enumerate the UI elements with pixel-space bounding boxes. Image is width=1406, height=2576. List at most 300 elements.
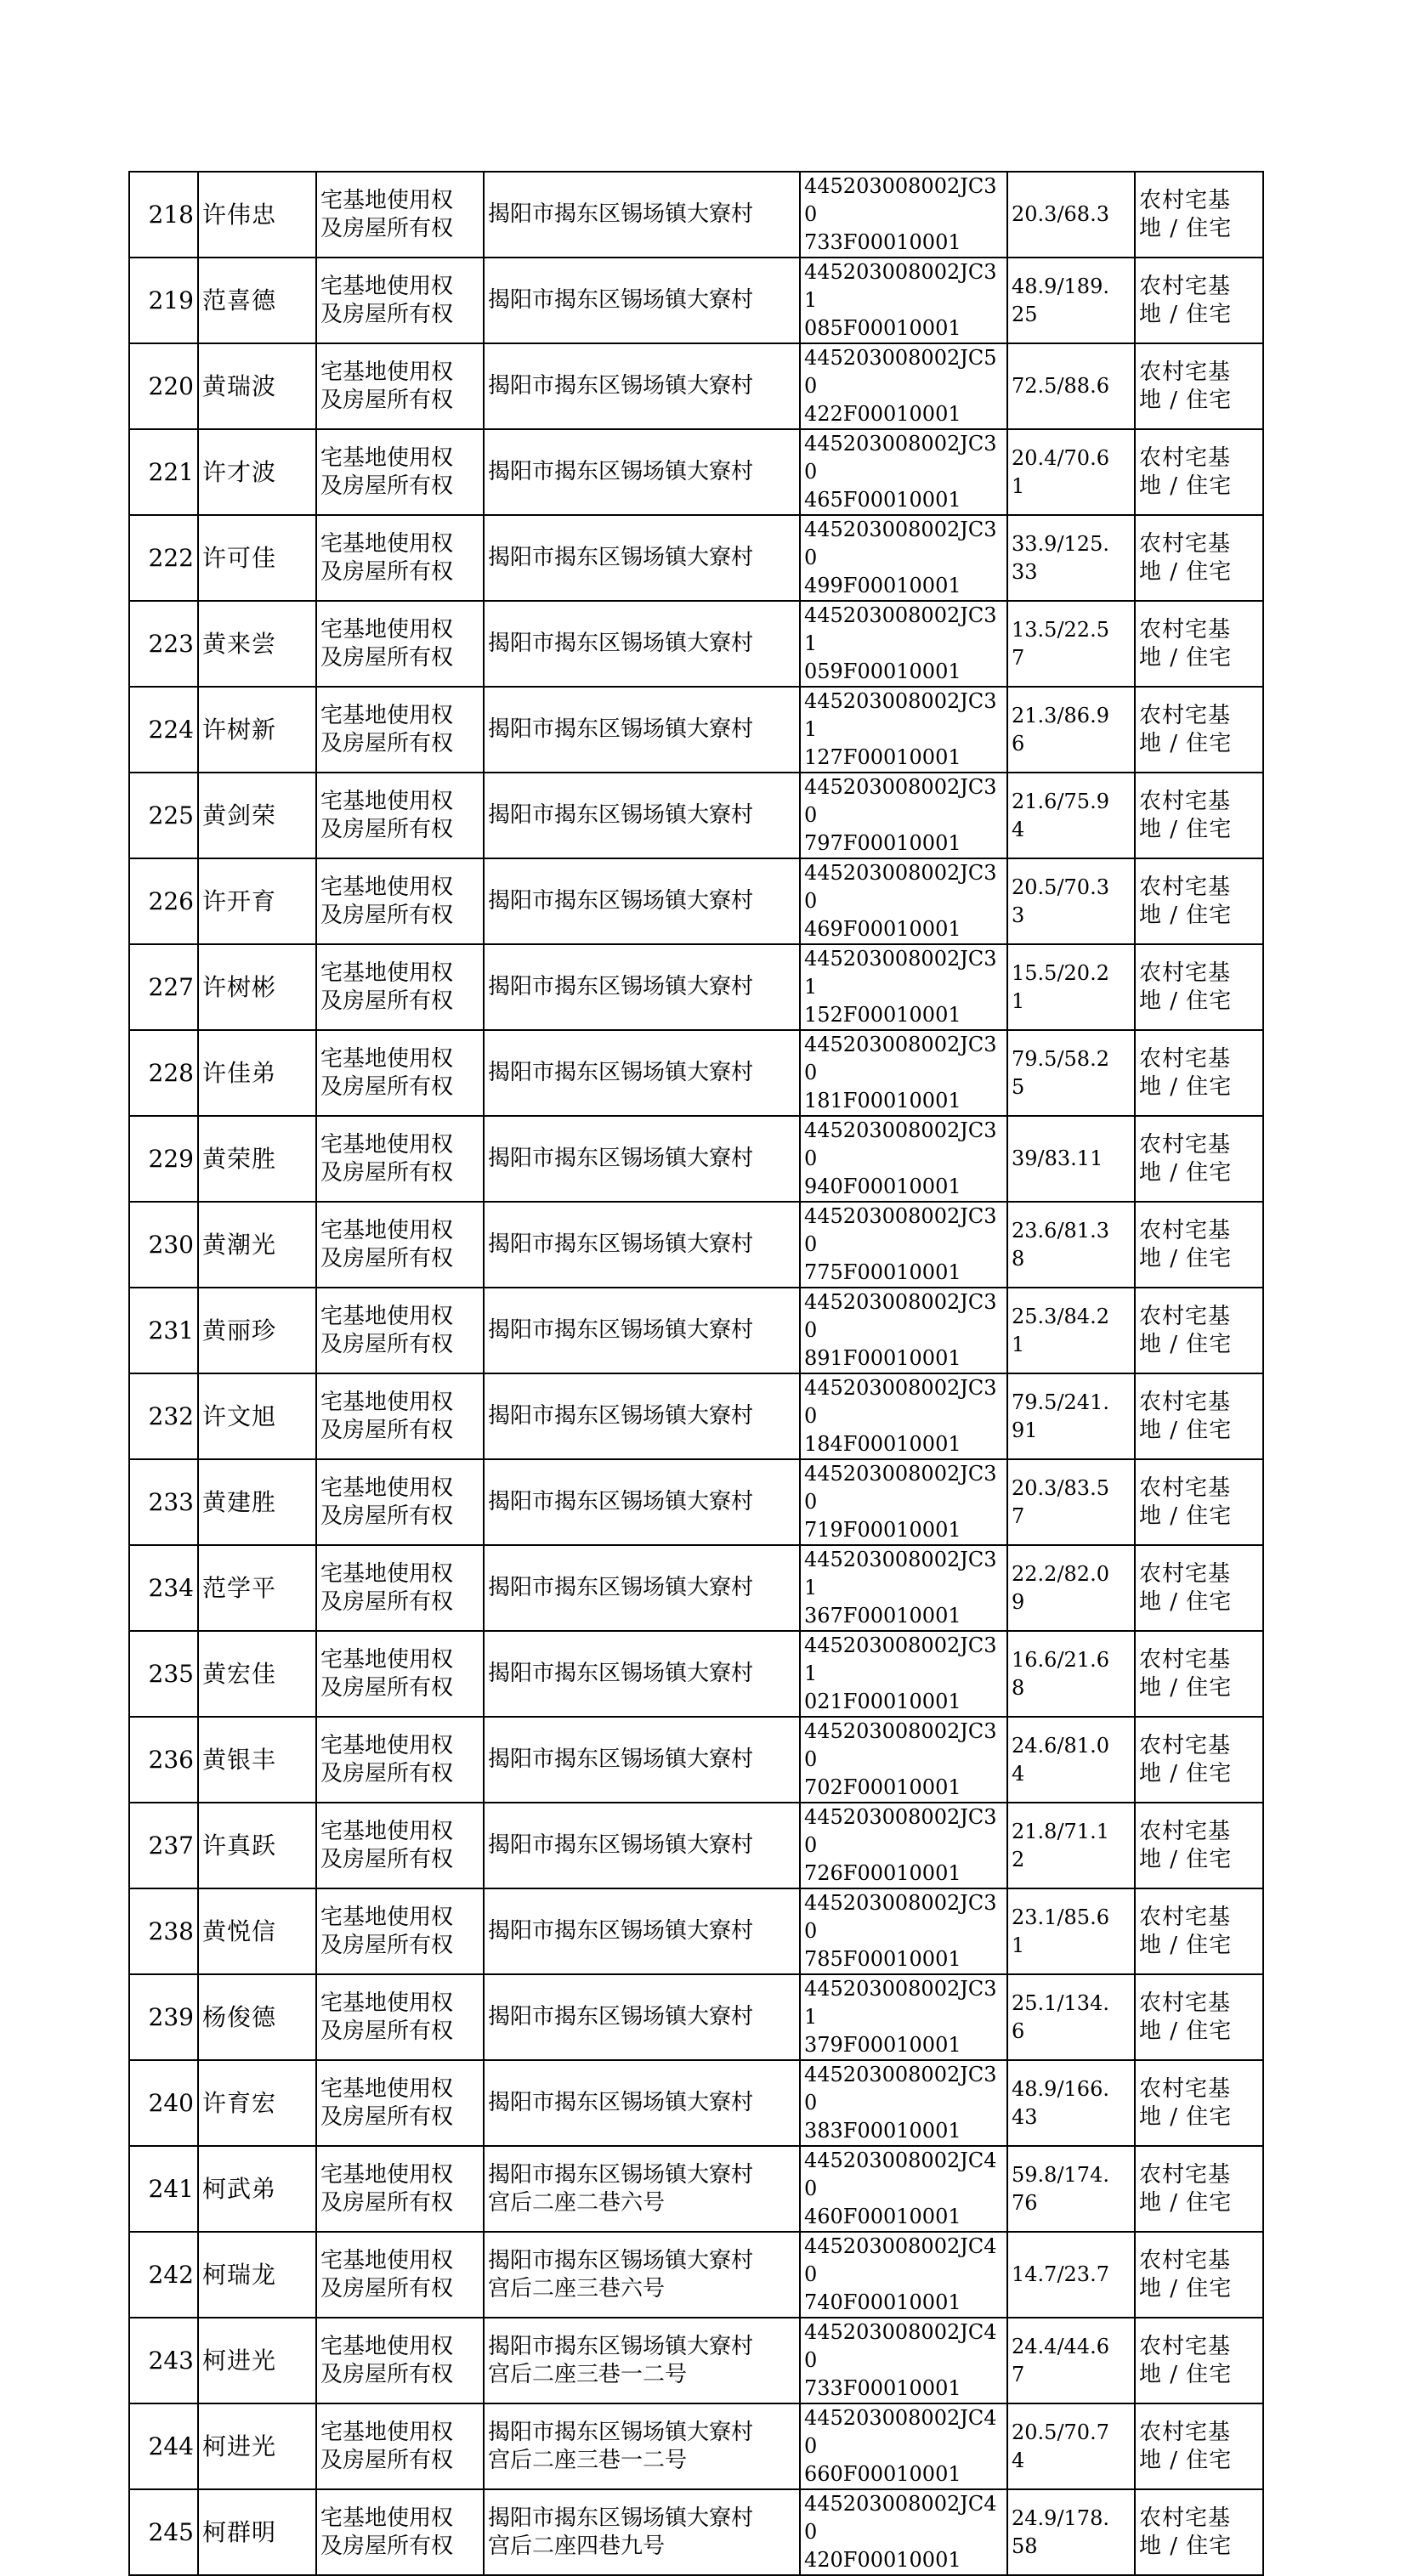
property-location-text: 揭阳市揭东区锡场镇大寮村 bbox=[488, 716, 754, 742]
unit-code bbox=[800, 2146, 1007, 2232]
unit-code-text: 445203008002JC50 422F00010001 bbox=[804, 346, 997, 426]
right-type-text: 宅基地使用权 及房屋所有权 bbox=[320, 1131, 454, 1186]
area bbox=[1007, 172, 1135, 258]
unit-code bbox=[800, 2318, 1007, 2403]
property-location bbox=[484, 2403, 800, 2489]
unit-code bbox=[800, 2232, 1007, 2318]
property-location bbox=[484, 258, 800, 343]
row-number: 241 bbox=[129, 2146, 198, 2232]
table-row bbox=[129, 2403, 1263, 2489]
right-type-text: 宅基地使用权 及房屋所有权 bbox=[320, 1904, 454, 1958]
right-type bbox=[316, 1717, 484, 1803]
table-row bbox=[129, 2146, 1263, 2232]
unit-code bbox=[800, 1803, 1007, 1888]
table-row bbox=[129, 1631, 1263, 1717]
area-text: 20.3/68.3 bbox=[1012, 202, 1109, 226]
land-use bbox=[1135, 1116, 1263, 1202]
unit-code-text: 445203008002JC31 379F00010001 bbox=[804, 1977, 997, 2057]
land-use-text: 农村宅基 地 / 住宅 bbox=[1139, 1045, 1233, 1100]
right-type bbox=[316, 515, 484, 601]
right-type bbox=[316, 1545, 484, 1631]
property-location-text: 揭阳市揭东区锡场镇大寮村 bbox=[488, 1489, 754, 1514]
unit-code-text: 445203008002JC30 383F00010001 bbox=[804, 2063, 997, 2143]
area-text: 25.3/84.2 1 bbox=[1012, 1304, 1109, 1356]
property-location bbox=[484, 1545, 800, 1631]
area bbox=[1007, 1974, 1135, 2060]
land-use-text: 农村宅基 地 / 住宅 bbox=[1139, 1990, 1233, 2044]
row-number: 227 bbox=[129, 944, 198, 1030]
row-number: 222 bbox=[129, 515, 198, 601]
land-use bbox=[1135, 258, 1263, 343]
unit-code-text: 445203008002JC30 797F00010001 bbox=[804, 775, 997, 855]
area-text: 21.8/71.1 2 bbox=[1012, 1819, 1109, 1871]
property-location bbox=[484, 1803, 800, 1888]
row-number: 239 bbox=[129, 1974, 198, 2060]
right-type bbox=[316, 1030, 484, 1116]
unit-code bbox=[800, 1974, 1007, 2060]
property-location-text: 揭阳市揭东区锡场镇大寮村 bbox=[488, 1918, 754, 1944]
unit-code-text: 445203008002JC40 660F00010001 bbox=[804, 2406, 997, 2486]
unit-code bbox=[800, 1116, 1007, 1202]
unit-code-text: 445203008002JC40 420F00010001 bbox=[804, 2492, 997, 2572]
table-row bbox=[129, 1116, 1263, 1202]
unit-code bbox=[800, 2403, 1007, 2489]
unit-code bbox=[800, 1631, 1007, 1717]
right-type bbox=[316, 1631, 484, 1717]
table-row bbox=[129, 1545, 1263, 1631]
land-use-text: 农村宅基 地 / 住宅 bbox=[1139, 874, 1233, 928]
table-row bbox=[129, 2489, 1263, 2575]
area bbox=[1007, 601, 1135, 687]
owner-name: 许真跃 bbox=[198, 1803, 316, 1888]
unit-code bbox=[800, 1459, 1007, 1545]
land-use-text: 农村宅基 地 / 住宅 bbox=[1139, 1303, 1233, 1357]
row-number: 243 bbox=[129, 2318, 198, 2403]
right-type-text: 宅基地使用权 及房屋所有权 bbox=[320, 1303, 454, 1357]
right-type bbox=[316, 2489, 484, 2575]
area-text: 48.9/166. 43 bbox=[1012, 2076, 1109, 2129]
owner-name: 黄银丰 bbox=[198, 1717, 316, 1803]
right-type bbox=[316, 1803, 484, 1888]
area bbox=[1007, 2232, 1135, 2318]
right-type-text: 宅基地使用权 及房屋所有权 bbox=[320, 2075, 454, 2130]
unit-code bbox=[800, 944, 1007, 1030]
land-use-text: 农村宅基 地 / 住宅 bbox=[1139, 702, 1233, 756]
row-number: 245 bbox=[129, 2489, 198, 2575]
property-location bbox=[484, 1888, 800, 1974]
land-use-text: 农村宅基 地 / 住宅 bbox=[1139, 359, 1233, 413]
unit-code bbox=[800, 515, 1007, 601]
property-location bbox=[484, 2060, 800, 2146]
area-text: 48.9/189. 25 bbox=[1012, 274, 1109, 326]
property-location bbox=[484, 1116, 800, 1202]
area-text: 24.6/81.0 4 bbox=[1012, 1733, 1109, 1786]
table-row bbox=[129, 343, 1263, 429]
owner-name: 黄建胜 bbox=[198, 1459, 316, 1545]
area-text: 16.6/21.6 8 bbox=[1012, 1647, 1109, 1700]
row-number: 238 bbox=[129, 1888, 198, 1974]
land-use-text: 农村宅基 地 / 住宅 bbox=[1139, 1217, 1233, 1271]
property-location bbox=[484, 429, 800, 515]
land-use bbox=[1135, 601, 1263, 687]
area bbox=[1007, 258, 1135, 343]
land-use bbox=[1135, 2489, 1263, 2575]
row-number: 237 bbox=[129, 1803, 198, 1888]
area-text: 20.5/70.3 3 bbox=[1012, 875, 1109, 927]
right-type-text: 宅基地使用权 及房屋所有权 bbox=[320, 1990, 454, 2044]
property-register-table bbox=[128, 171, 1264, 2576]
owner-name: 范喜德 bbox=[198, 258, 316, 343]
owner-name: 柯武弟 bbox=[198, 2146, 316, 2232]
property-location-text: 揭阳市揭东区锡场镇大寮村 bbox=[488, 1832, 754, 1858]
row-number: 233 bbox=[129, 1459, 198, 1545]
owner-name: 黄剑荣 bbox=[198, 773, 316, 858]
unit-code bbox=[800, 687, 1007, 773]
area bbox=[1007, 1803, 1135, 1888]
unit-code bbox=[800, 601, 1007, 687]
area bbox=[1007, 2403, 1135, 2489]
right-type bbox=[316, 601, 484, 687]
unit-code bbox=[800, 1202, 1007, 1288]
land-use bbox=[1135, 858, 1263, 944]
unit-code bbox=[800, 2060, 1007, 2146]
property-location-text: 揭阳市揭东区锡场镇大寮村 bbox=[488, 888, 754, 914]
area bbox=[1007, 1202, 1135, 1288]
right-type bbox=[316, 773, 484, 858]
owner-name: 许可佳 bbox=[198, 515, 316, 601]
unit-code-text: 445203008002JC31 152F00010001 bbox=[804, 947, 997, 1027]
land-use-text: 农村宅基 地 / 住宅 bbox=[1139, 2419, 1233, 2473]
property-location bbox=[484, 2318, 800, 2403]
property-location-text: 揭阳市揭东区锡场镇大寮村 bbox=[488, 974, 754, 999]
land-use bbox=[1135, 343, 1263, 429]
unit-code-text: 445203008002JC40 460F00010001 bbox=[804, 2149, 997, 2228]
owner-name: 许树新 bbox=[198, 687, 316, 773]
area bbox=[1007, 687, 1135, 773]
row-number: 228 bbox=[129, 1030, 198, 1116]
unit-code-text: 445203008002JC40 740F00010001 bbox=[804, 2234, 997, 2314]
area-text: 23.1/85.6 1 bbox=[1012, 1905, 1109, 1957]
land-use-text: 农村宅基 地 / 住宅 bbox=[1139, 1646, 1233, 1701]
area bbox=[1007, 1459, 1135, 1545]
property-location-text: 揭阳市揭东区锡场镇大寮村 宫后二座三巷一二号 bbox=[488, 2333, 754, 2387]
owner-name: 黄丽珍 bbox=[198, 1288, 316, 1373]
right-type bbox=[316, 1116, 484, 1202]
property-location-text: 揭阳市揭东区锡场镇大寮村 bbox=[488, 2004, 754, 2030]
land-use-text: 农村宅基 地 / 住宅 bbox=[1139, 1904, 1233, 1958]
right-type bbox=[316, 1459, 484, 1545]
table-row bbox=[129, 2318, 1263, 2403]
area bbox=[1007, 2318, 1135, 2403]
unit-code bbox=[800, 429, 1007, 515]
property-location bbox=[484, 1459, 800, 1545]
area bbox=[1007, 2060, 1135, 2146]
land-use bbox=[1135, 515, 1263, 601]
right-type-text: 宅基地使用权 及房屋所有权 bbox=[320, 1560, 454, 1615]
unit-code-text: 445203008002JC31 367F00010001 bbox=[804, 1548, 997, 1628]
property-location bbox=[484, 687, 800, 773]
land-use bbox=[1135, 172, 1263, 258]
right-type-text: 宅基地使用权 及房屋所有权 bbox=[320, 874, 454, 928]
owner-name: 许佳弟 bbox=[198, 1030, 316, 1116]
land-use bbox=[1135, 1459, 1263, 1545]
area bbox=[1007, 343, 1135, 429]
property-location-text: 揭阳市揭东区锡场镇大寮村 bbox=[488, 1747, 754, 1772]
land-use-text: 农村宅基 地 / 住宅 bbox=[1139, 1389, 1233, 1443]
owner-name: 黄潮光 bbox=[198, 1202, 316, 1288]
area-text: 22.2/82.0 9 bbox=[1012, 1561, 1109, 1614]
area bbox=[1007, 1888, 1135, 1974]
land-use-text: 农村宅基 地 / 住宅 bbox=[1139, 2161, 1233, 2216]
unit-code bbox=[800, 858, 1007, 944]
unit-code-text: 445203008002JC30 719F00010001 bbox=[804, 1462, 997, 1542]
right-type bbox=[316, 1888, 484, 1974]
land-use-text: 农村宅基 地 / 住宅 bbox=[1139, 1475, 1233, 1529]
land-use bbox=[1135, 1717, 1263, 1803]
row-number: 220 bbox=[129, 343, 198, 429]
right-type-text: 宅基地使用权 及房屋所有权 bbox=[320, 273, 454, 327]
land-use bbox=[1135, 2060, 1263, 2146]
area bbox=[1007, 515, 1135, 601]
property-location bbox=[484, 515, 800, 601]
right-type-text: 宅基地使用权 及房屋所有权 bbox=[320, 2161, 454, 2216]
row-number: 231 bbox=[129, 1288, 198, 1373]
owner-name: 黄来尝 bbox=[198, 601, 316, 687]
row-number: 223 bbox=[129, 601, 198, 687]
area-text: 13.5/22.5 7 bbox=[1012, 617, 1109, 670]
right-type bbox=[316, 1288, 484, 1373]
property-location-text: 揭阳市揭东区锡场镇大寮村 宫后二座三巷一二号 bbox=[488, 2419, 754, 2473]
property-location-text: 揭阳市揭东区锡场镇大寮村 bbox=[488, 1146, 754, 1171]
right-type-text: 宅基地使用权 及房屋所有权 bbox=[320, 960, 454, 1014]
area-text: 59.8/174. 76 bbox=[1012, 2162, 1109, 2215]
row-number: 235 bbox=[129, 1631, 198, 1717]
area bbox=[1007, 1288, 1135, 1373]
property-location-text: 揭阳市揭东区锡场镇大寮村 宫后二座二巷六号 bbox=[488, 2161, 754, 2216]
property-location bbox=[484, 1717, 800, 1803]
right-type bbox=[316, 2318, 484, 2403]
row-number: 226 bbox=[129, 858, 198, 944]
table-row bbox=[129, 687, 1263, 773]
right-type-text: 宅基地使用权 及房屋所有权 bbox=[320, 444, 454, 499]
table-row bbox=[129, 258, 1263, 343]
unit-code-text: 445203008002JC30 785F00010001 bbox=[804, 1891, 997, 1971]
area-text: 20.4/70.6 1 bbox=[1012, 445, 1109, 498]
area-text: 33.9/125. 33 bbox=[1012, 531, 1109, 584]
unit-code-text: 445203008002JC30 181F00010001 bbox=[804, 1033, 997, 1112]
land-use bbox=[1135, 2232, 1263, 2318]
land-use-text: 农村宅基 地 / 住宅 bbox=[1139, 187, 1233, 241]
land-use bbox=[1135, 1288, 1263, 1373]
area-text: 39/83.11 bbox=[1012, 1146, 1103, 1170]
area bbox=[1007, 2489, 1135, 2575]
right-type-text: 宅基地使用权 及房屋所有权 bbox=[320, 2247, 454, 2301]
property-location bbox=[484, 1631, 800, 1717]
unit-code-text: 445203008002JC31 021F00010001 bbox=[804, 1633, 997, 1713]
table-row bbox=[129, 944, 1263, 1030]
right-type-text: 宅基地使用权 及房屋所有权 bbox=[320, 1389, 454, 1443]
right-type bbox=[316, 944, 484, 1030]
property-location bbox=[484, 2146, 800, 2232]
owner-name: 黄悦信 bbox=[198, 1888, 316, 1974]
area-text: 21.3/86.9 6 bbox=[1012, 703, 1109, 756]
table-row bbox=[129, 172, 1263, 258]
right-type bbox=[316, 429, 484, 515]
area bbox=[1007, 773, 1135, 858]
land-use bbox=[1135, 2403, 1263, 2489]
land-use-text: 农村宅基 地 / 住宅 bbox=[1139, 444, 1233, 499]
right-type bbox=[316, 2232, 484, 2318]
property-location-text: 揭阳市揭东区锡场镇大寮村 bbox=[488, 287, 754, 313]
row-number: 230 bbox=[129, 1202, 198, 1288]
area bbox=[1007, 1030, 1135, 1116]
land-use bbox=[1135, 1803, 1263, 1888]
right-type bbox=[316, 2060, 484, 2146]
unit-code-text: 445203008002JC31 085F00010001 bbox=[804, 260, 997, 340]
right-type bbox=[316, 1373, 484, 1459]
land-use bbox=[1135, 1202, 1263, 1288]
right-type bbox=[316, 2146, 484, 2232]
right-type bbox=[316, 1202, 484, 1288]
property-location bbox=[484, 944, 800, 1030]
unit-code bbox=[800, 1288, 1007, 1373]
property-location-text: 揭阳市揭东区锡场镇大寮村 bbox=[488, 1060, 754, 1085]
right-type bbox=[316, 258, 484, 343]
owner-name: 柯进光 bbox=[198, 2403, 316, 2489]
property-location-text: 揭阳市揭东区锡场镇大寮村 bbox=[488, 631, 754, 656]
area bbox=[1007, 2146, 1135, 2232]
unit-code-text: 445203008002JC30 499F00010001 bbox=[804, 518, 997, 597]
owner-name: 黄宏佳 bbox=[198, 1631, 316, 1717]
unit-code-text: 445203008002JC30 469F00010001 bbox=[804, 861, 997, 941]
land-use-text: 农村宅基 地 / 住宅 bbox=[1139, 1131, 1233, 1186]
row-number: 236 bbox=[129, 1717, 198, 1803]
row-number: 221 bbox=[129, 429, 198, 515]
land-use-text: 农村宅基 地 / 住宅 bbox=[1139, 273, 1233, 327]
land-use bbox=[1135, 1030, 1263, 1116]
property-location bbox=[484, 1373, 800, 1459]
unit-code bbox=[800, 172, 1007, 258]
table-row bbox=[129, 601, 1263, 687]
land-use-text: 农村宅基 地 / 住宅 bbox=[1139, 788, 1233, 842]
unit-code bbox=[800, 773, 1007, 858]
land-use bbox=[1135, 1373, 1263, 1459]
unit-code-text: 445203008002JC31 127F00010001 bbox=[804, 689, 997, 769]
owner-name: 柯进光 bbox=[198, 2318, 316, 2403]
right-type bbox=[316, 1974, 484, 2060]
right-type-text: 宅基地使用权 及房屋所有权 bbox=[320, 359, 454, 413]
property-location-text: 揭阳市揭东区锡场镇大寮村 bbox=[488, 802, 754, 828]
table-row bbox=[129, 1717, 1263, 1803]
right-type-text: 宅基地使用权 及房屋所有权 bbox=[320, 1217, 454, 1271]
area bbox=[1007, 1717, 1135, 1803]
row-number: 225 bbox=[129, 773, 198, 858]
unit-code-text: 445203008002JC30 775F00010001 bbox=[804, 1204, 997, 1284]
property-location bbox=[484, 1030, 800, 1116]
property-location-text: 揭阳市揭东区锡场镇大寮村 bbox=[488, 1661, 754, 1686]
table-row bbox=[129, 858, 1263, 944]
unit-code bbox=[800, 1030, 1007, 1116]
property-location bbox=[484, 858, 800, 944]
area bbox=[1007, 1116, 1135, 1202]
land-use bbox=[1135, 2146, 1263, 2232]
property-location bbox=[484, 773, 800, 858]
land-use bbox=[1135, 1888, 1263, 1974]
land-use bbox=[1135, 773, 1263, 858]
row-number: 229 bbox=[129, 1116, 198, 1202]
unit-code-text: 445203008002JC30 891F00010001 bbox=[804, 1290, 997, 1370]
row-number: 232 bbox=[129, 1373, 198, 1459]
table-row bbox=[129, 1030, 1263, 1116]
owner-name: 柯群明 bbox=[198, 2489, 316, 2575]
owner-name: 黄瑞波 bbox=[198, 343, 316, 429]
property-location-text: 揭阳市揭东区锡场镇大寮村 宫后二座四巷九号 bbox=[488, 2505, 754, 2559]
area bbox=[1007, 1545, 1135, 1631]
property-location bbox=[484, 1974, 800, 2060]
land-use-text: 农村宅基 地 / 住宅 bbox=[1139, 530, 1233, 585]
table-row bbox=[129, 1803, 1263, 1888]
area-text: 23.6/81.3 8 bbox=[1012, 1218, 1109, 1271]
owner-name: 许育宏 bbox=[198, 2060, 316, 2146]
property-location bbox=[484, 172, 800, 258]
property-location-text: 揭阳市揭东区锡场镇大寮村 bbox=[488, 2090, 754, 2115]
owner-name: 许伟忠 bbox=[198, 172, 316, 258]
unit-code bbox=[800, 343, 1007, 429]
property-location-text: 揭阳市揭东区锡场镇大寮村 bbox=[488, 545, 754, 570]
area-text: 15.5/20.2 1 bbox=[1012, 960, 1109, 1013]
unit-code bbox=[800, 1717, 1007, 1803]
table-row bbox=[129, 2232, 1263, 2318]
table-body bbox=[129, 172, 1263, 2575]
area bbox=[1007, 1373, 1135, 1459]
unit-code-text: 445203008002JC30 184F00010001 bbox=[804, 1376, 997, 1456]
right-type bbox=[316, 2403, 484, 2489]
unit-code-text: 445203008002JC30 940F00010001 bbox=[804, 1118, 997, 1198]
table-row bbox=[129, 1373, 1263, 1459]
right-type bbox=[316, 687, 484, 773]
unit-code-text: 445203008002JC30 702F00010001 bbox=[804, 1719, 997, 1799]
area-text: 20.5/70.7 4 bbox=[1012, 2420, 1109, 2472]
table-row bbox=[129, 1974, 1263, 2060]
right-type-text: 宅基地使用权 及房屋所有权 bbox=[320, 1732, 454, 1786]
unit-code bbox=[800, 1545, 1007, 1631]
right-type-text: 宅基地使用权 及房屋所有权 bbox=[320, 2505, 454, 2559]
land-use-text: 农村宅基 地 / 住宅 bbox=[1139, 2075, 1233, 2130]
owner-name: 柯瑞龙 bbox=[198, 2232, 316, 2318]
property-location bbox=[484, 2489, 800, 2575]
land-use-text: 农村宅基 地 / 住宅 bbox=[1139, 1560, 1233, 1615]
table-row bbox=[129, 2060, 1263, 2146]
property-location-text: 揭阳市揭东区锡场镇大寮村 bbox=[488, 1575, 754, 1600]
owner-name: 范学平 bbox=[198, 1545, 316, 1631]
table-row bbox=[129, 429, 1263, 515]
property-location-text: 揭阳市揭东区锡场镇大寮村 bbox=[488, 1403, 754, 1429]
property-location bbox=[484, 1288, 800, 1373]
row-number: 234 bbox=[129, 1545, 198, 1631]
right-type-text: 宅基地使用权 及房屋所有权 bbox=[320, 2333, 454, 2387]
right-type-text: 宅基地使用权 及房屋所有权 bbox=[320, 788, 454, 842]
area-text: 79.5/58.2 5 bbox=[1012, 1046, 1109, 1099]
unit-code-text: 445203008002JC30 733F00010001 bbox=[804, 174, 997, 254]
right-type-text: 宅基地使用权 及房屋所有权 bbox=[320, 1045, 454, 1100]
land-use bbox=[1135, 1974, 1263, 2060]
property-location-text: 揭阳市揭东区锡场镇大寮村 bbox=[488, 201, 754, 227]
owner-name: 许开育 bbox=[198, 858, 316, 944]
table-row bbox=[129, 515, 1263, 601]
right-type bbox=[316, 172, 484, 258]
table-row bbox=[129, 1459, 1263, 1545]
area bbox=[1007, 429, 1135, 515]
